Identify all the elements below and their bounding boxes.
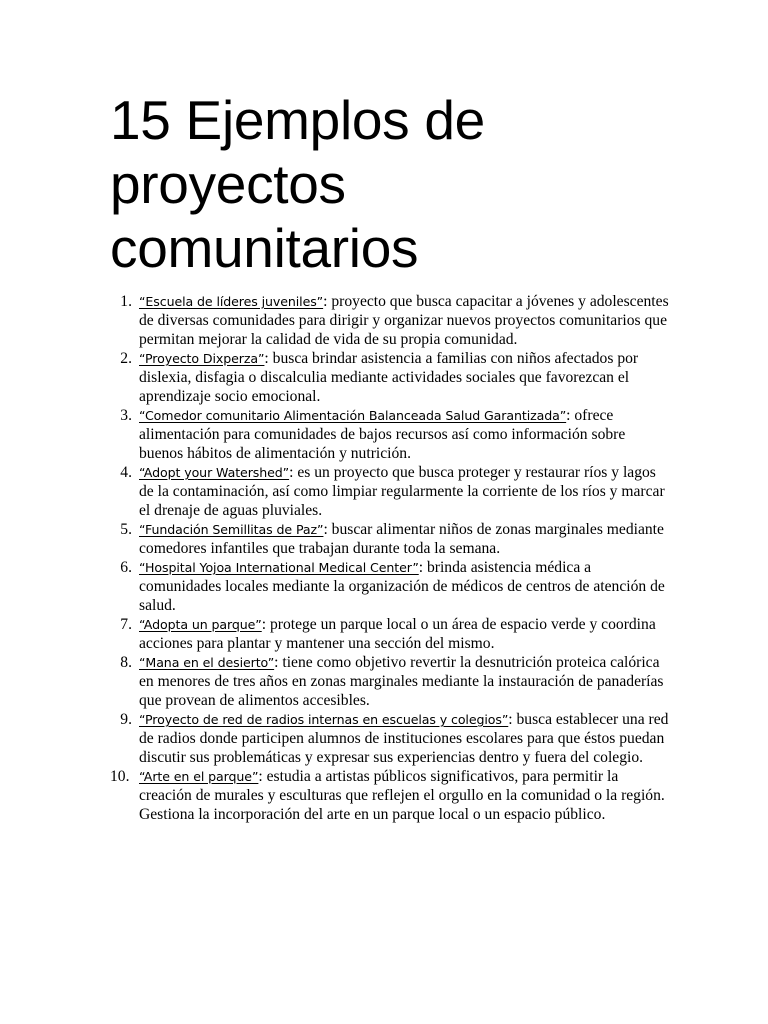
project-description: : busca establecer una red de radios donde participen alumnos de instituciones escolares para que éstos puedan discutir sus problemáticas y expresar sus experiencias dentro y fuera del colegio. <box>139 711 669 766</box>
project-description: : proyecto que busca capacitar a jóvenes y adolescentes de diversas comunidades para dirigir y organizar nuevos proyectos comunitarios que permitan mejorar la calidad de vida de su propia comunidad. <box>139 293 669 348</box>
project-name: “Hospital Yojoa International Medical Center” <box>139 560 419 575</box>
project-list <box>110 292 670 824</box>
project-description: : ofrece alimentación para comunidades de bajos recursos así como información sobre buenos hábitos de alimentación y nutrición. <box>139 407 626 462</box>
list-item <box>110 292 670 349</box>
list-item <box>110 615 670 653</box>
project-name: “Adopta un parque” <box>139 617 262 632</box>
list-item <box>110 520 670 558</box>
project-description: : tiene como objetivo revertir la desnutrición proteica calórica en menores de tres años en zonas marginales mediante la instauración de panaderías que provean de alimentos accesibles. <box>139 654 664 709</box>
item-number: 8. <box>120 654 132 671</box>
project-name: “Fundación Semillitas de Paz” <box>139 522 324 537</box>
project-name: “Adopt your Watershed” <box>139 465 290 480</box>
project-name: “Proyecto de red de radios internas en escuelas y colegios” <box>139 712 509 727</box>
item-number: 7. <box>120 616 132 633</box>
list-item <box>110 653 670 710</box>
list-item <box>110 767 670 824</box>
list-item <box>110 463 670 520</box>
item-number: 6. <box>120 559 132 576</box>
item-number: 9. <box>120 711 132 728</box>
item-number: 1. <box>120 293 132 310</box>
list-item <box>110 558 670 615</box>
project-description: : brinda asistencia médica a comunidades locales mediante la organización de médicos de centros de atención de salud. <box>139 559 665 614</box>
project-name: “Mana en el desierto” <box>139 655 275 670</box>
project-description: : estudia a artistas públicos significativos, para permitir la creación de murales y esculturas que reflejen el orgullo en la comunidad o la región. Gestiona la incorporación del arte en un parque local o un espacio público. <box>139 768 665 823</box>
project-description: : buscar alimentar niños de zonas marginales mediante comedores infantiles que trabajan durante toda la semana. <box>139 521 664 557</box>
item-number: 3. <box>120 407 132 424</box>
project-description: : es un proyecto que busca proteger y restaurar ríos y lagos de la contaminación, así como limpiar regularmente la corriente de los ríos y marcar el drenaje de aguas pluviales. <box>139 464 665 519</box>
project-name: “Arte en el parque” <box>139 769 259 784</box>
title-line: 15 Ejemplos de <box>110 89 485 151</box>
project-description: : busca brindar asistencia a familias con niños afectados por dislexia, disfagia o discalculia mediante actividades sociales que favorezcan el aprendizaje socio emocional. <box>139 350 639 405</box>
item-number: 10. <box>110 768 130 785</box>
project-name: “Proyecto Dixperza” <box>139 351 265 366</box>
title-line: comunitarios <box>110 217 419 279</box>
item-number: 2. <box>120 350 132 367</box>
title-line: proyectos <box>110 153 346 215</box>
list-item <box>110 710 670 767</box>
list-item <box>110 406 670 463</box>
list-item <box>110 349 670 406</box>
item-number: 5. <box>120 521 132 538</box>
project-name: “Escuela de líderes juveniles” <box>139 294 324 309</box>
page-title <box>110 88 710 280</box>
project-description: : protege un parque local o un área de espacio verde y coordina acciones para plantar y mantener una sección del mismo. <box>139 616 656 652</box>
project-name: “Comedor comunitario Alimentación Balanceada Salud Garantizada” <box>139 408 567 423</box>
item-number: 4. <box>120 464 132 481</box>
